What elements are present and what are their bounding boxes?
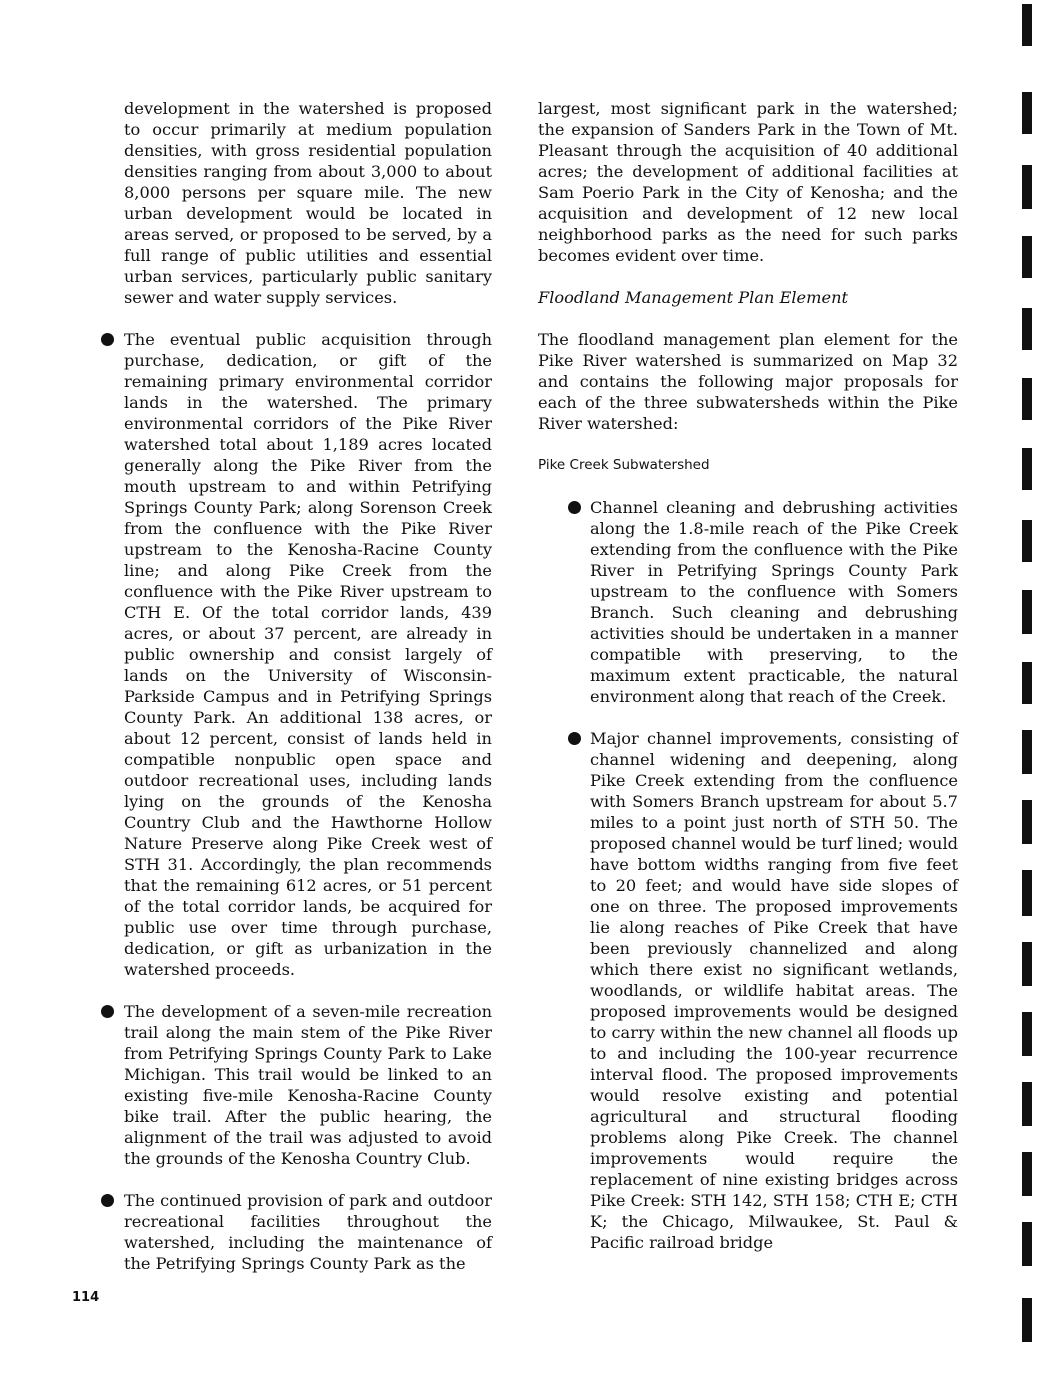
section-paragraph: The floodland management plan element for the Pike River watershed is summarized on Map 32 and contains the following major proposals for each of the three subwatersheds within the Pike River watershed: [538, 330, 958, 433]
bullet-icon [101, 1005, 114, 1018]
bullet-text: Major channel improvements, consisting of channel widening and deepening, along Pike Creek extending from the confluence with Somers Branch upstream for about 5.7 miles to a point just north of STH 50. The proposed channel would be turf lined; would have bottom widths ranging from five feet to 20 feet; and would have side slopes of one on three. The proposed improvements lie along reaches of Pike Creek that have been previously channelized and along which there exist no significant wetlands, woodlands, or wildlife habitat areas. The proposed improvements would be designed to carry within the new channel all floods up to and including the 100-year recurrence interval flood. The proposed improvements would resolve existing and potential agricultural and structural flooding problems along Pike Creek. The channel improvements would require the replacement of nine existing bridges across Pike Creek: STH 142, STH 158; CTH E; CTH K; the Chicago, Milwaukee, St. Paul & Pacific railroad bridge [590, 729, 958, 1252]
binding-mark [1022, 165, 1032, 209]
binding-mark [1022, 520, 1032, 562]
binding-mark [1022, 800, 1032, 844]
bullet-text: The eventual public acquisition through purchase, dedication, or gift of the remaining primary environmental corridor lands in the watershed. The primary environmental corridors of the Pike River watershed total about 1,189 acres located generally along the Pike River from the mouth upstream to and within Petrifying Springs County Park; along Sorenson Creek from the confluence with the Pike River upstream to the Kenosha-Racine County line; and along Pike Creek from the confluence with the Pike River upstream to CTH E. Of the total corridor lands, 439 acres, or about 37 percent, are already in public ownership and consist largely of lands on the University of Wisconsin-Parkside Campus and in Petrifying Springs County Park. An additional 138 acres, or about 12 percent, consist of lands held in compatible nonpublic open space and outdoor recreational uses, including lands lying on the grounds of the Kenosha Country Club and the Hawthorne Hollow Nature Preserve along Pike Creek west of STH 31. Accordingly, the plan recommends that the remaining 612 acres, or 51 percent of the total corridor lands, be acquired for public use over time through purchase, dedication, or gift as urbanization in the watershed proceeds. [124, 330, 492, 979]
list-item [124, 1001, 492, 1169]
bullet-icon [101, 1194, 114, 1207]
subsection-heading: Pike Creek Subwatershed [538, 457, 710, 473]
list-item [538, 728, 958, 1253]
binding-mark [1022, 662, 1032, 704]
bullet-text: The development of a seven-mile recreation trail along the main stem of the Pike River from Petrifying Springs County Park to Lake Michigan. This trail would be linked to an existing five-mile Kenosha-Racine County bike trail. After the public hearing, the alignment of the trail was adjusted to avoid the grounds of the Kenosha Country Club. [124, 1002, 492, 1168]
binding-mark [1022, 92, 1032, 134]
binding-mark [1022, 236, 1032, 278]
bullet-text: Channel cleaning and debrushing activities along the 1.8-mile reach of the Pike Creek extending from the confluence with the Pike River in Petrifying Springs County Park upstream to the confluence with Somers Branch. Such cleaning and debrushing activities should be undertaken in a manner compatible with preserving, to the maximum extent practicable, the natural environment along that reach of the Creek. [590, 498, 958, 706]
bullet-icon [568, 501, 581, 514]
list-item [124, 1190, 492, 1274]
binding-mark [1022, 448, 1032, 490]
binding-mark [1022, 1222, 1032, 1266]
binding-mark [1022, 590, 1032, 634]
left-column [124, 98, 492, 1295]
binding-mark [1022, 1082, 1032, 1126]
list-item [538, 497, 958, 707]
binding-mark [1022, 730, 1032, 774]
intro-paragraph: development in the watershed is proposed to occur primarily at medium population densities, with gross residential population densities ranging from about 3,000 to about 8,000 persons per square mile. The new urban development would be located in areas served, or proposed to be served, by a full range of public utilities and essential urban services, particularly public sanitary sewer and water supply services. [124, 99, 492, 307]
binding-mark [1022, 308, 1032, 350]
right-column [538, 98, 958, 1274]
section-heading: Floodland Management Plan Element [538, 288, 848, 307]
bullet-text: The continued provision of park and outdoor recreational facilities throughout the watershed, including the maintenance of the Petrifying Springs County Park as the [124, 1191, 492, 1273]
bullet-icon [101, 333, 114, 346]
bullet-icon [568, 732, 581, 745]
binding-mark [1022, 870, 1032, 916]
binding-mark [1022, 1152, 1032, 1196]
list-item [124, 329, 492, 980]
binding-mark [1022, 942, 1032, 986]
binding-mark [1022, 1012, 1032, 1056]
page-number: 114 [72, 1290, 100, 1305]
binding-marks [1022, 0, 1042, 1380]
binding-mark [1022, 1298, 1032, 1342]
binding-mark [1022, 4, 1032, 46]
continuation-paragraph: largest, most significant park in the watershed; the expansion of Sanders Park in the Town of Mt. Pleasant through the acquisition of 40 additional acres; the development of additional facilities at Sam Poerio Park in the City of Kenosha; and the acquisition and development of 12 new local neighborhood parks as the need for such parks becomes evident over time. [538, 99, 958, 265]
binding-mark [1022, 378, 1032, 420]
